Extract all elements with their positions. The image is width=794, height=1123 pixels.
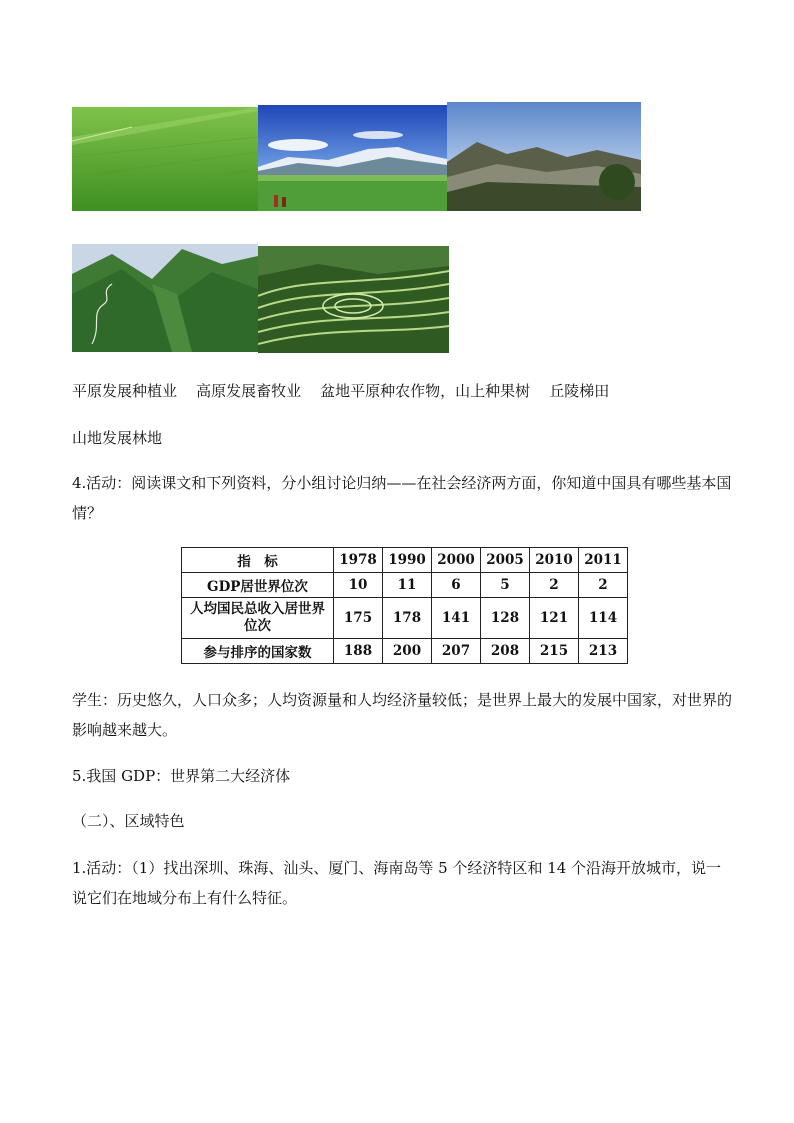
table-cell: 2 <box>579 573 628 598</box>
table-row <box>182 573 628 598</box>
table-cell: 213 <box>579 639 628 664</box>
mountain-forest-photo <box>72 244 258 352</box>
table-cell: GDP居世界位次 <box>182 573 334 598</box>
student-answer-text: 学生：历史悠久，人口众多；人均资源量和人均经济量较低；是世界上最大的发展中国家，对世界的影响越来越大。 <box>72 691 733 739</box>
table-cell: 215 <box>530 639 579 664</box>
table-header-cell: 2005 <box>481 548 530 573</box>
table-cell: 207 <box>432 639 481 664</box>
china-stats-table <box>181 547 628 664</box>
hill-terrace-photo <box>258 246 449 353</box>
table-header-cell: 2010 <box>530 548 579 573</box>
table-cell: 参与排序的国家数 <box>182 639 334 664</box>
table-cell: 175 <box>334 598 383 639</box>
activity-4-text: 4.活动：阅读课文和下列资料，分小组讨论归纳——在社会经济两方面，你知道中国具有哪些基本国情？ <box>72 474 732 522</box>
table-cell: 141 <box>432 598 481 639</box>
table-header-cell: 1978 <box>334 548 383 573</box>
table-cell: 178 <box>383 598 432 639</box>
table-cell: 6 <box>432 573 481 598</box>
table-header-cell: 2000 <box>432 548 481 573</box>
table-cell: 5 <box>481 573 530 598</box>
table-cell: 188 <box>334 639 383 664</box>
table-cell: 人均国民总收入居世界位次 <box>182 598 334 639</box>
table-cell: 114 <box>579 598 628 639</box>
landform-caption-line1: 平原发展种植业 高原发展畜牧业 盆地平原种农作物，山上种果树 丘陵梯田 <box>72 382 610 400</box>
table-cell: 10 <box>334 573 383 598</box>
plateau-snow-mountain-photo <box>258 105 447 211</box>
table-row <box>182 598 628 639</box>
table-cell: 121 <box>530 598 579 639</box>
plain-wheat-field-photo <box>72 107 258 211</box>
table-cell: 200 <box>383 639 432 664</box>
landform-caption-line2: 山地发展林地 <box>72 429 163 447</box>
table-cell: 128 <box>481 598 530 639</box>
table-cell: 11 <box>383 573 432 598</box>
table-row <box>182 639 628 664</box>
section-2-heading: （二）、区域特色 <box>72 812 185 830</box>
table-header-cell: 2011 <box>579 548 628 573</box>
table-header-cell: 1990 <box>383 548 432 573</box>
table-cell: 208 <box>481 639 530 664</box>
table-header-cell: 指 标 <box>182 548 334 573</box>
item-5-text: 5.我国 GDP：世界第二大经济体 <box>72 767 291 785</box>
activity-1-text: 1.活动：（1）找出深圳、珠海、汕头、厦门、海南岛等 5 个经济特区和 14 个沿海开放城市，说一说它们在地域分布上有什么特征。 <box>72 859 722 907</box>
table-header-row <box>182 548 628 573</box>
basin-valley-photo <box>447 102 641 211</box>
table-cell: 2 <box>530 573 579 598</box>
